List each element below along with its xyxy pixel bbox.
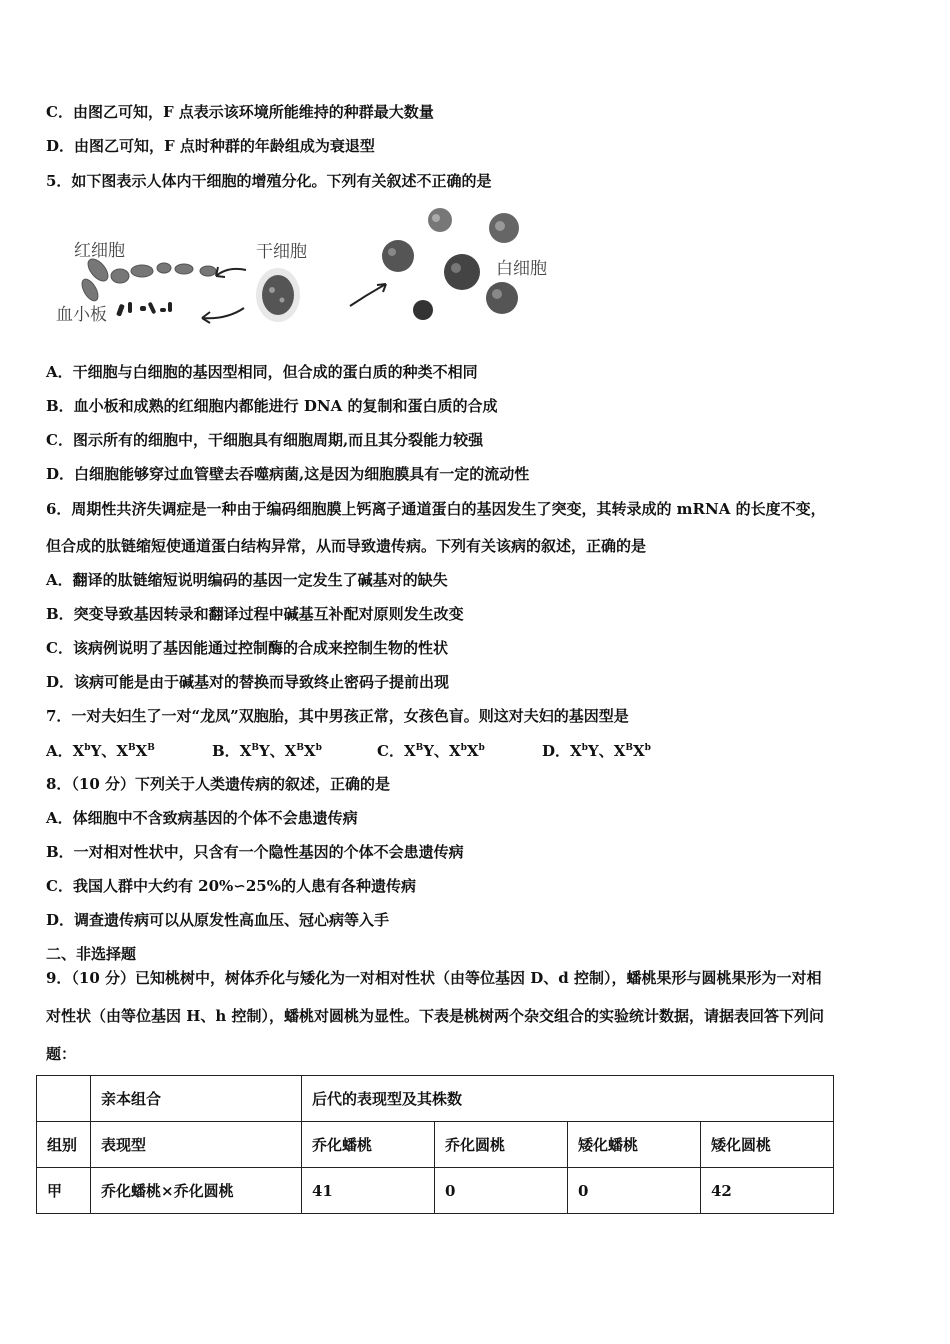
table-header-row xyxy=(37,1076,834,1122)
table-subheader-row xyxy=(37,1122,834,1168)
col-header-4: 矮化圆桃 xyxy=(701,1122,834,1168)
table-row xyxy=(37,1168,834,1214)
q5-stem: 5．如下图表示人体内干细胞的增殖分化。下列有关叙述不正确的是 xyxy=(46,172,492,190)
row-group: 甲 xyxy=(37,1168,91,1214)
q7-option-d: D．$X^bY$、$X^BX^b$ xyxy=(542,742,651,760)
q6-option-b: B．突变导致基因转录和翻译过程中碱基互补配对原则发生改变 xyxy=(46,605,464,623)
stem-cell xyxy=(256,268,300,322)
q6-stem-line2: 但合成的肽链缩短使通道蛋白结构异常，从而导致遗传病。下列有关该病的叙述，正确的是 xyxy=(46,537,647,555)
q9-line3: 题： xyxy=(46,1045,77,1063)
platelets xyxy=(116,302,172,317)
q8-option-d: D．调查遗传病可以从原发性高血压、冠心病等入手 xyxy=(46,911,390,929)
cross-data-table xyxy=(36,1075,834,1214)
q7-option-a: A．$X^bY$、$X^BX^B$ xyxy=(46,742,155,760)
row-value-3: 0 xyxy=(568,1168,701,1214)
q5-option-d: D．白细胞能够穿过血管壁去吞噬病菌,这是因为细胞膜具有一定的流动性 xyxy=(46,465,530,483)
section-title: 二、非选择题 xyxy=(46,945,137,963)
q5-option-c: C．图示所有的细胞中，干细胞具有细胞周期,而且其分裂能力较强 xyxy=(46,431,484,449)
q8-option-c: C．我国人群中大约有 20%∽25%的人患有各种遗传病 xyxy=(46,877,416,895)
q6-option-d: D．该病可能是由于碱基对的替换而导致终止密码子提前出现 xyxy=(46,673,450,691)
q8-stem: 8．（10 分）下列关于人类遗传病的叙述，正确的是 xyxy=(46,775,391,793)
q6-stem-line1: 6．周期性共济失调症是一种由于编码细胞膜上钙离子通道蛋白的基因发生了突变，其转录成的 mRNA 的长度不变， xyxy=(46,500,826,518)
q6-option-a: A．翻译的肽链缩短说明编码的基因一定发生了碱基对的缺失 xyxy=(46,571,448,589)
q8-option-a: A．体细胞中不含致病基因的个体不会患遗传病 xyxy=(46,809,358,827)
col-header-2: 乔化圆桃 xyxy=(435,1122,568,1168)
col-header-3: 矮化蟠桃 xyxy=(568,1122,701,1168)
group-header: 组别 xyxy=(37,1122,91,1168)
platelet-label: 血小板 xyxy=(56,305,107,325)
col-header-1: 乔化蟠桃 xyxy=(302,1122,435,1168)
q4-option-d: D．由图乙可知，F 点时种群的年龄组成为衰退型 xyxy=(46,137,375,155)
stem-cell-label: 干细胞 xyxy=(256,242,307,262)
phenotype-header: 表现型 xyxy=(91,1122,302,1168)
q9-line1: 9．（10 分）已知桃树中，树体乔化与矮化为一对相对性状（由等位基因 D、d 控制），蟠桃果形与圆桃果形为一对相 xyxy=(46,969,822,987)
q8-option-b: B．一对相对性状中，只含有一个隐性基因的个体不会患遗传病 xyxy=(46,843,464,861)
q5-option-a: A．干细胞与白细胞的基因型相同，但合成的蛋白质的种类不相同 xyxy=(46,363,478,381)
q6-option-c: C．该病例说明了基因能通过控制酶的合成来控制生物的性状 xyxy=(46,639,448,657)
parent-header: 亲本组合 xyxy=(91,1076,302,1122)
q5-option-b: B．血小板和成熟的红细胞内都能进行 DNA 的复制和蛋白质的合成 xyxy=(46,397,498,415)
red-cell-label: 红细胞 xyxy=(74,241,125,261)
q4-option-c: C．由图乙可知，F 点表示该环境所能维持的种群最大数量 xyxy=(46,103,434,121)
row-value-1: 41 xyxy=(302,1168,435,1214)
q9-line2: 对性状（由等位基因 H、h 控制），蟠桃对圆桃为显性。下表是桃树两个杂交组合的实验统计数据，请据表回答下列问 xyxy=(46,1007,825,1025)
arrow-to-white-icon xyxy=(350,284,386,306)
q7-option-c: C．$X^BY$、$X^bX^b$ xyxy=(377,742,485,760)
q7-stem: 7．一对夫妇生了一对“龙凤”双胞胎，其中男孩正常，女孩色盲。则这对夫妇的基因型是 xyxy=(46,707,629,725)
cell-differentiation-figure xyxy=(50,198,570,338)
white-cell-label: 白细胞 xyxy=(496,259,547,279)
arrow-to-red-icon xyxy=(216,269,246,276)
red-blood-cells xyxy=(79,256,216,304)
offspring-header: 后代的表现型及其株数 xyxy=(302,1076,834,1122)
row-value-4: 42 xyxy=(701,1168,834,1214)
row-cross: 乔化蟠桃×乔化圆桃 xyxy=(91,1168,302,1214)
row-value-2: 0 xyxy=(435,1168,568,1214)
q7-option-b: B．$X^BY$、$X^BX^b$ xyxy=(212,742,322,760)
